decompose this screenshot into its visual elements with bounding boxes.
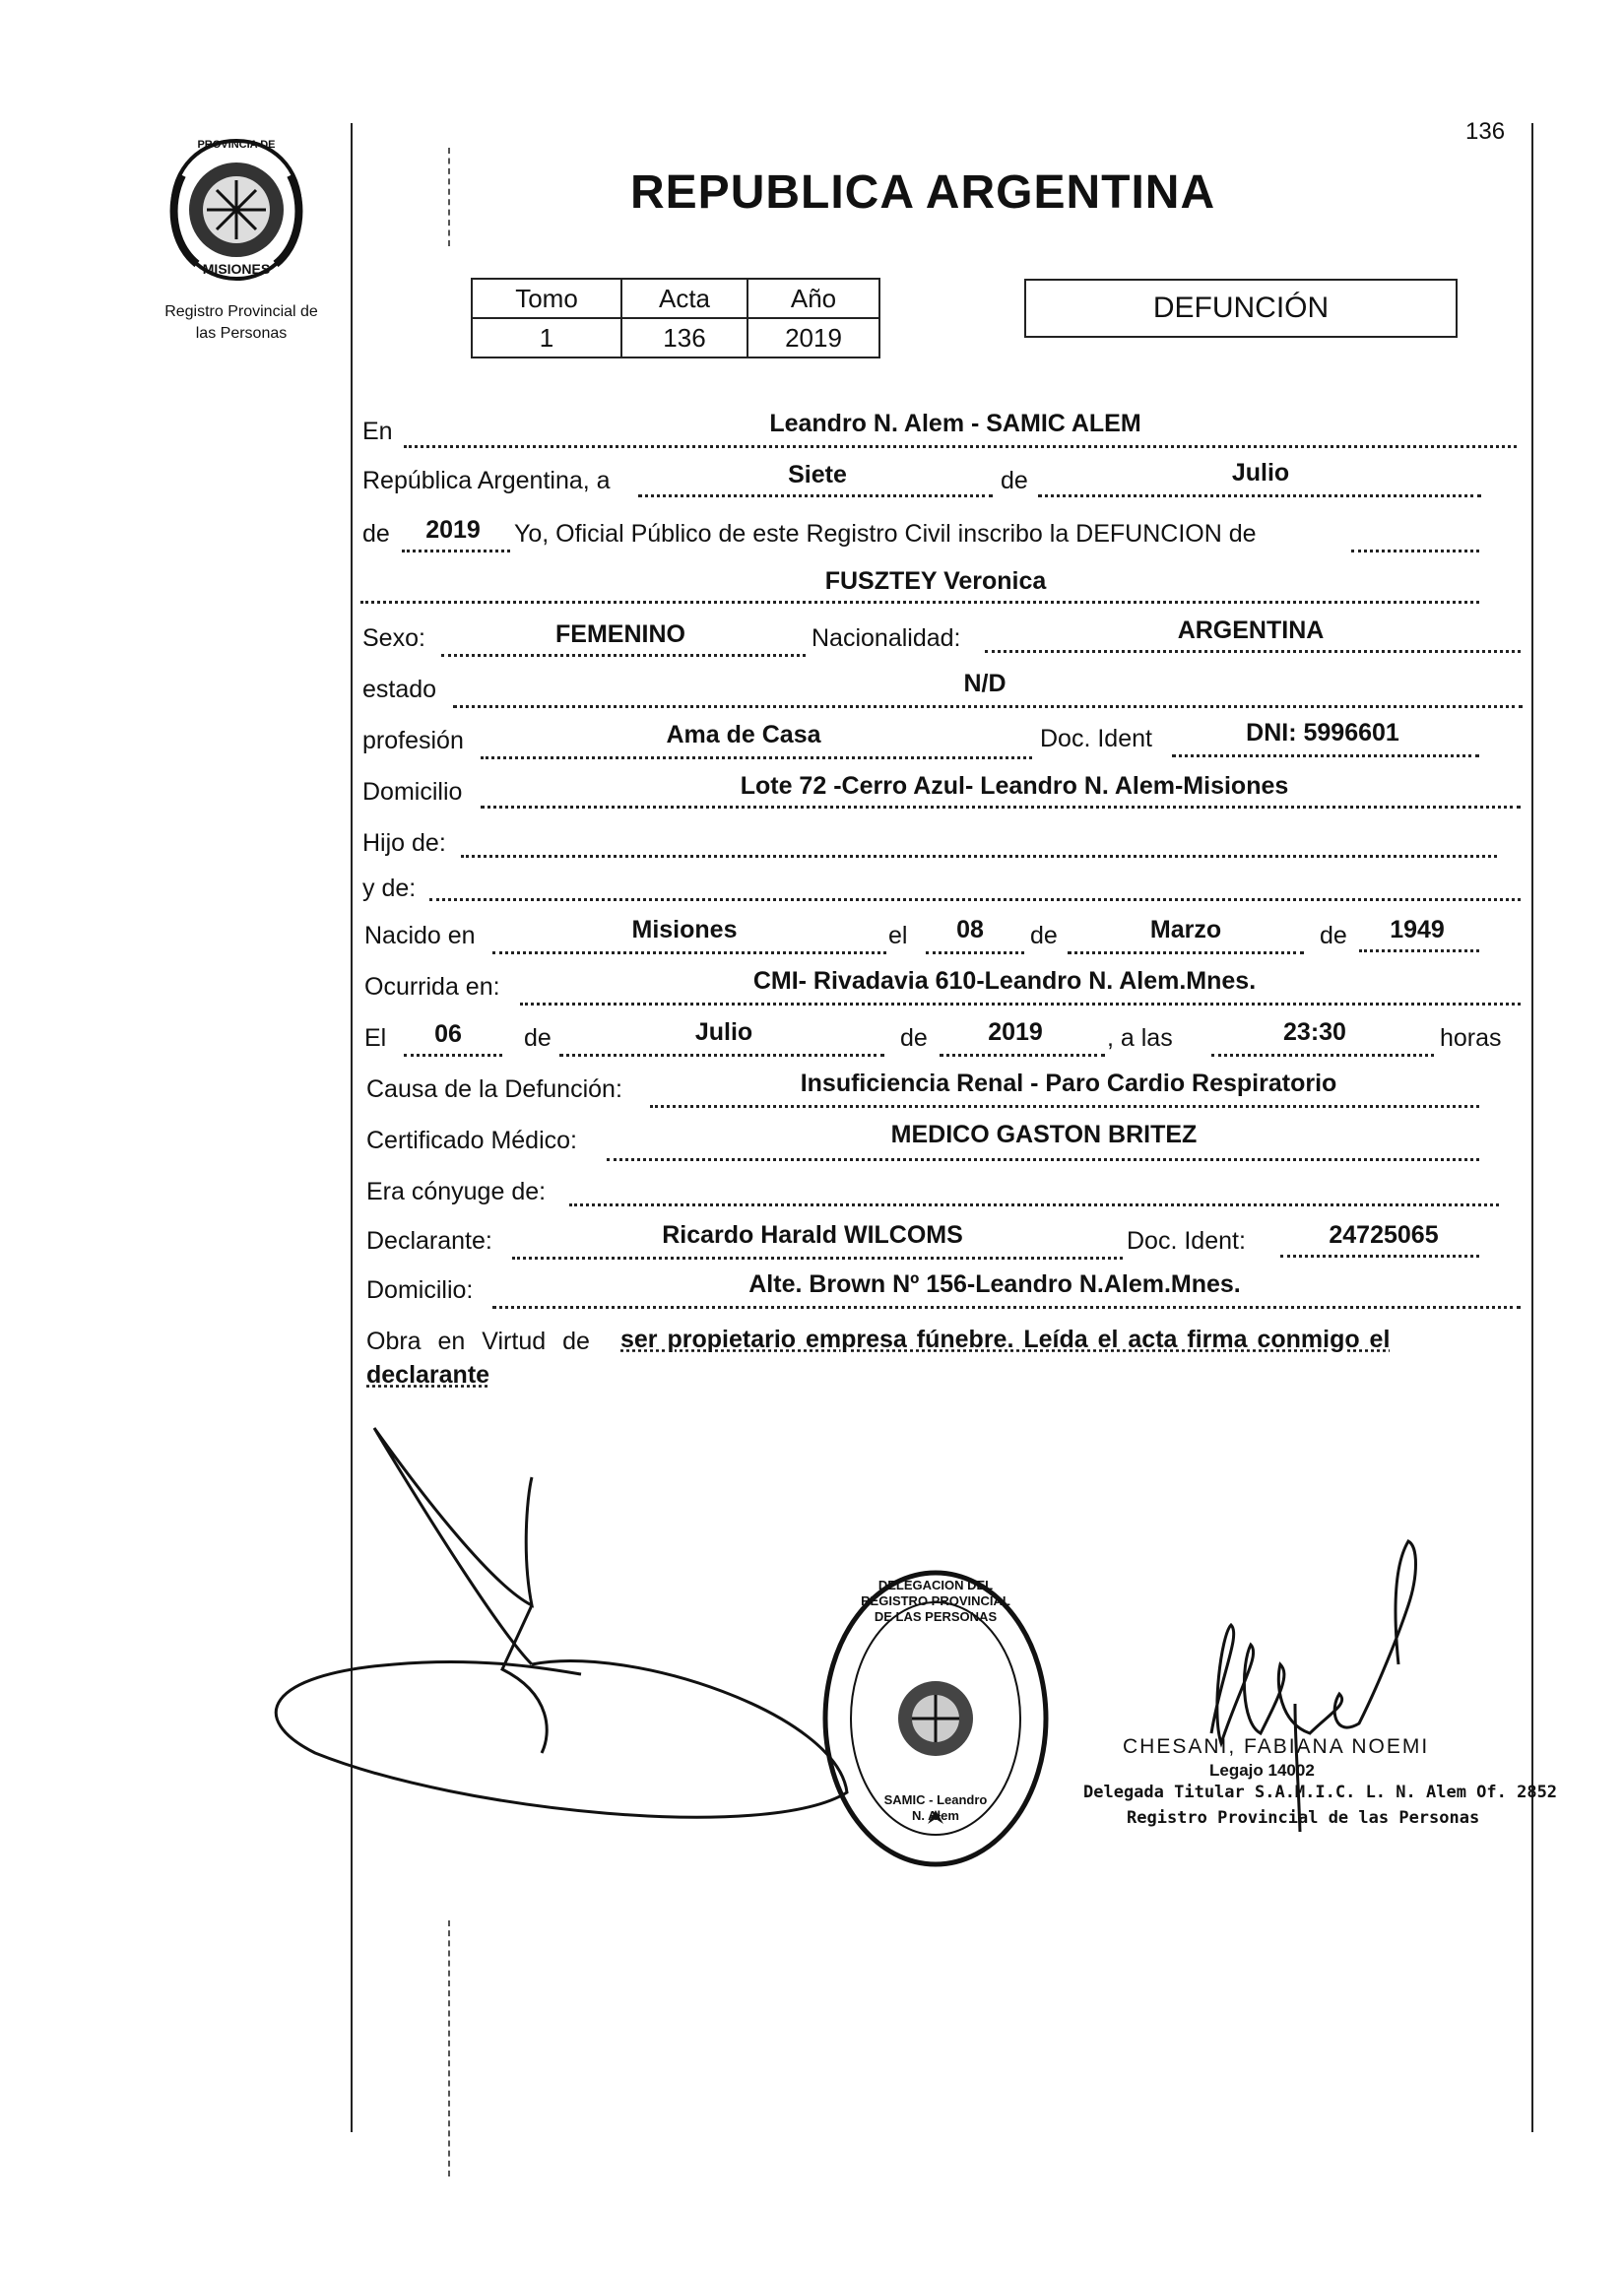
field-nacido-dia: 08 xyxy=(956,916,984,943)
dotline-domicilio-2 xyxy=(492,1306,1521,1309)
field-mes: Julio xyxy=(1231,459,1290,487)
field-lugar: Leandro N. Alem - SAMIC ALEM xyxy=(769,410,1141,437)
label-declarante: Declarante: xyxy=(366,1227,492,1255)
field-defuncion-mes: Julio xyxy=(694,1018,753,1046)
field-defuncion-dia: 06 xyxy=(434,1020,462,1048)
label-de-4: de xyxy=(1320,922,1347,949)
label-causa: Causa de la Defunción: xyxy=(366,1075,622,1103)
dotline-def-hora xyxy=(1211,1054,1434,1057)
emblem-bottom-label: MISIONES xyxy=(202,261,271,277)
field-defuncion-hora: 23:30 xyxy=(1283,1018,1346,1046)
field-dni: DNI: 5996601 xyxy=(1246,719,1399,747)
dotline-estado xyxy=(453,705,1523,708)
field-estado: N/D xyxy=(963,670,1007,697)
dotline-nacido-lugar xyxy=(492,951,886,954)
dotline-nombre xyxy=(360,601,1479,604)
label-de-5: de xyxy=(524,1024,552,1052)
dotline-causa xyxy=(650,1105,1479,1108)
dotline-sexo xyxy=(441,654,806,657)
field-sexo: FEMENINO xyxy=(555,620,685,648)
fold-line-top xyxy=(448,148,450,246)
field-nacionalidad: ARGENTINA xyxy=(1177,617,1325,644)
label-de-3: de xyxy=(1030,922,1058,949)
label-republica: República Argentina, a xyxy=(362,467,611,494)
label-obra-en: Obra en Virtud de xyxy=(366,1328,590,1355)
field-certificado: MEDICO GASTON BRITEZ xyxy=(890,1121,1198,1148)
acta-value: 136 xyxy=(621,318,747,357)
register-table xyxy=(471,278,880,358)
tomo-header: Tomo xyxy=(472,279,621,318)
registry-label-line2: las Personas xyxy=(195,325,288,342)
label-certificado: Certificado Médico: xyxy=(366,1127,577,1154)
text-obra-last: declarante xyxy=(366,1361,490,1389)
field-declarante: Ricardo Harald WILCOMS xyxy=(662,1221,963,1249)
dotline-domicilio xyxy=(481,806,1521,809)
official-name: CHESANI, FABIANA NOEMI xyxy=(1123,1735,1430,1758)
label-el-2: El xyxy=(364,1024,387,1052)
anio-header: Año xyxy=(747,279,879,318)
dotline-def-dia xyxy=(404,1054,502,1057)
emblem-top-label: PROVINCIA DE xyxy=(197,139,276,151)
dotline-declarante xyxy=(512,1257,1123,1260)
label-conyuge: Era cónyuge de: xyxy=(366,1178,547,1205)
field-declarante-domicilio: Alte. Brown Nº 156-Leandro N.Alem.Mnes. xyxy=(748,1270,1241,1298)
label-hijo-de: Hijo de: xyxy=(362,829,446,857)
label-horas: horas xyxy=(1440,1024,1502,1052)
label-nacionalidad: Nacionalidad: xyxy=(812,624,961,652)
label-profesion: profesión xyxy=(362,727,464,754)
fold-line-bottom xyxy=(448,1920,450,2176)
field-domicilio: Lote 72 -Cerro Azul- Leandro N. Alem-Misiones xyxy=(740,772,1289,800)
label-a-las: , a las xyxy=(1107,1024,1173,1052)
right-margin-line xyxy=(1531,123,1533,2132)
record-type-label: DEFUNCIÓN xyxy=(1152,292,1330,324)
field-dia: Siete xyxy=(788,461,847,488)
label-yo: Yo, Oficial Público de este Registro Civil inscribo la DEFUNCION de xyxy=(514,520,1257,548)
dotline-def-anio xyxy=(940,1054,1105,1057)
dotline-nacionalidad xyxy=(985,650,1521,653)
dotline-nacido-mes xyxy=(1068,951,1304,954)
page-number: 136 xyxy=(1465,118,1506,145)
acta-header: Acta xyxy=(621,279,747,318)
dotline-certificado xyxy=(607,1158,1479,1161)
label-doc-ident-2: Doc. Ident: xyxy=(1127,1227,1246,1255)
dotline-ocurrida xyxy=(520,1003,1521,1006)
label-de-1: de xyxy=(1001,467,1028,494)
left-margin-line xyxy=(351,123,353,2132)
registry-label-line1: Registro Provincial de xyxy=(164,303,318,320)
label-nacido-en: Nacido en xyxy=(364,922,476,949)
label-domicilio: Domicilio xyxy=(362,778,463,806)
field-nacido-anio: 1949 xyxy=(1390,916,1445,943)
label-doc-ident: Doc. Ident xyxy=(1040,725,1152,752)
official-legajo: Legajo 14002 xyxy=(1209,1761,1315,1780)
label-sexo: Sexo: xyxy=(362,624,425,652)
field-declarante-doc: 24725065 xyxy=(1329,1221,1439,1249)
dotline-nacido-dia xyxy=(926,951,1024,954)
dotline-y-de xyxy=(429,898,1521,901)
field-anio: 2019 xyxy=(425,516,481,544)
seal-outer-text: DELEGACION DEL REGISTRO PROVINCIAL DE LAS PERSONAS xyxy=(861,1578,1010,1624)
dotline-hijo-de xyxy=(461,855,1497,858)
anio-value: 2019 xyxy=(747,318,879,357)
dotline-conyuge xyxy=(569,1203,1499,1206)
dotline-doc xyxy=(1172,754,1479,757)
official-position: Delegada Titular S.A.M.I.C. L. N. Alem Of. 2852 xyxy=(1083,1783,1558,1802)
dotline-anio xyxy=(402,550,510,552)
field-nacido-lugar: Misiones xyxy=(631,916,738,943)
label-de-6: de xyxy=(900,1024,928,1052)
label-el: el xyxy=(888,922,908,949)
field-ocurrida-en: CMI- Rivadavia 610-Leandro N. Alem.Mnes. xyxy=(752,967,1257,995)
label-estado: estado xyxy=(362,676,437,703)
label-y-de: y de: xyxy=(362,875,417,902)
tomo-value: 1 xyxy=(472,318,621,357)
document-title: REPUBLICA ARGENTINA xyxy=(630,166,1216,219)
dotline-def-mes xyxy=(559,1054,884,1057)
dotline-en xyxy=(404,445,1517,448)
dotline-dia xyxy=(638,494,993,497)
label-en: En xyxy=(362,418,393,445)
label-ocurrida-en: Ocurrida en: xyxy=(364,973,500,1001)
label-de-2: de xyxy=(362,520,390,548)
label-domicilio-2: Domicilio: xyxy=(366,1276,474,1304)
dotline-declarante-doc xyxy=(1280,1255,1479,1258)
dotline-profesion xyxy=(481,756,1032,759)
field-nombre: FUSZTEY Veronica xyxy=(824,567,1047,595)
record-type-box xyxy=(1024,279,1458,338)
official-registry: Registro Provincial de las Personas xyxy=(1127,1808,1480,1828)
text-obra: ser propietario empresa fúnebre. Leída el acta firma conmigo el xyxy=(620,1326,1391,1353)
dotline-mes xyxy=(1038,494,1481,497)
seal-inner-text: SAMIC - Leandro N. Alem xyxy=(883,1792,988,1823)
field-nacido-mes: Marzo xyxy=(1149,916,1222,943)
dotline-nacido-anio xyxy=(1359,949,1479,952)
field-defuncion-anio: 2019 xyxy=(988,1018,1043,1046)
field-causa: Insuficiencia Renal - Paro Cardio Respiratorio xyxy=(800,1070,1337,1097)
field-profesion: Ama de Casa xyxy=(666,721,821,748)
dotline-yo-end xyxy=(1351,550,1479,552)
